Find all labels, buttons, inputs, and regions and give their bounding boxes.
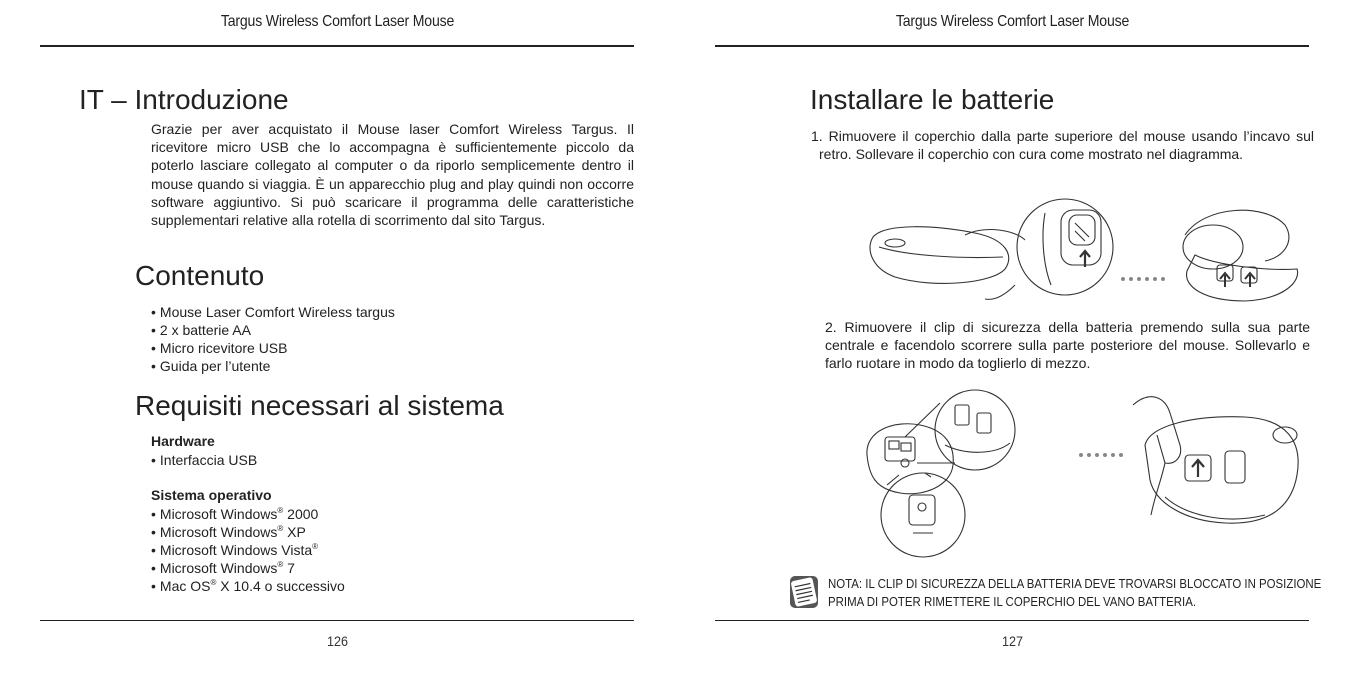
list-item: • Guida per l’utente — [151, 357, 395, 375]
step-text: Rimuovere il clip di sicurezza della batteria premendo sulla sua parte centrale e facendolo scorrere sulla parte posteriore del mouse. Sollevarlo e farlo ruotare in modo da toglierlo di mezzo. — [825, 319, 1311, 372]
list-item: • Mouse Laser Comfort Wireless targus — [151, 303, 395, 321]
list-item: • Interfaccia USB — [151, 451, 257, 469]
list-item: • Microsoft Windows® XP — [151, 523, 345, 541]
note-line: PRIMA DI POTER RIMETTERE IL COPERCHIO DEL VANO BATTERIA. — [828, 594, 1197, 609]
list-item: • 2 x batterie AA — [151, 321, 395, 339]
note-line: NOTA: IL CLIP DI SICUREZZA DELLA BATTERIA DEVE TROVARSI BLOCCATO IN POSIZIONE — [828, 576, 1322, 591]
page-number: 127 — [1001, 633, 1024, 649]
batteries-heading: Installare le batterie — [810, 84, 1055, 115]
running-head: Targus Wireless Comfort Laser Mouse — [220, 13, 455, 30]
battery-clip-illustration — [865, 385, 1305, 560]
step-text: Rimuovere il coperchio dalla parte superiore del mouse usando l’incavo sul retro. Sollevare il coperchio con cura come mostrato nel diagramma. — [819, 128, 1314, 163]
contents-heading: Contenuto — [135, 260, 265, 291]
page-number: 126 — [326, 633, 349, 649]
footer-rule — [715, 620, 1309, 621]
step-1 — [811, 127, 1314, 163]
step-number: 1. — [811, 128, 823, 144]
hardware-list — [151, 451, 257, 469]
running-head: Targus Wireless Comfort Laser Mouse — [895, 13, 1130, 30]
header-rule — [715, 45, 1309, 47]
hardware-label: Hardware — [151, 433, 215, 449]
os-label: Sistema operativo — [151, 487, 272, 503]
list-item: • Microsoft Windows® 7 — [151, 559, 345, 577]
notepad-icon — [788, 575, 820, 609]
contents-list — [151, 303, 395, 375]
step-2 — [825, 318, 1310, 373]
intro-paragraph: Grazie per aver acquistato il Mouse laser Comfort Wireless Targus. Il ricevitore micro USB che lo accompagna è sufficientemente piccolo da poterlo lasciare collegato al computer o da riporlo semplicemente dentro il mouse quando si viaggia. È un apparecchio plug and play quindi non occorre software aggiuntivo. Si può scaricare il programma delle caratteristiche supplementari relative alla rotella di scorrimento dal sito Targus. — [151, 121, 634, 229]
list-item: • Microsoft Windows® 2000 — [151, 505, 345, 523]
requirements-heading: Requisiti necessari al sistema — [135, 390, 504, 421]
list-item: • Microsoft Windows Vista® — [151, 541, 345, 559]
cover-removal-illustration — [865, 195, 1305, 307]
intro-heading: IT – Introduzione — [79, 84, 289, 115]
right-page — [675, 0, 1350, 675]
list-item: • Micro ricevitore USB — [151, 339, 395, 357]
step-number: 2. — [825, 319, 837, 335]
note-text — [828, 575, 1322, 611]
header-rule — [40, 45, 634, 47]
os-list — [151, 505, 345, 595]
list-item: • Mac OS® X 10.4 o successivo — [151, 577, 345, 595]
footer-rule — [40, 620, 634, 621]
